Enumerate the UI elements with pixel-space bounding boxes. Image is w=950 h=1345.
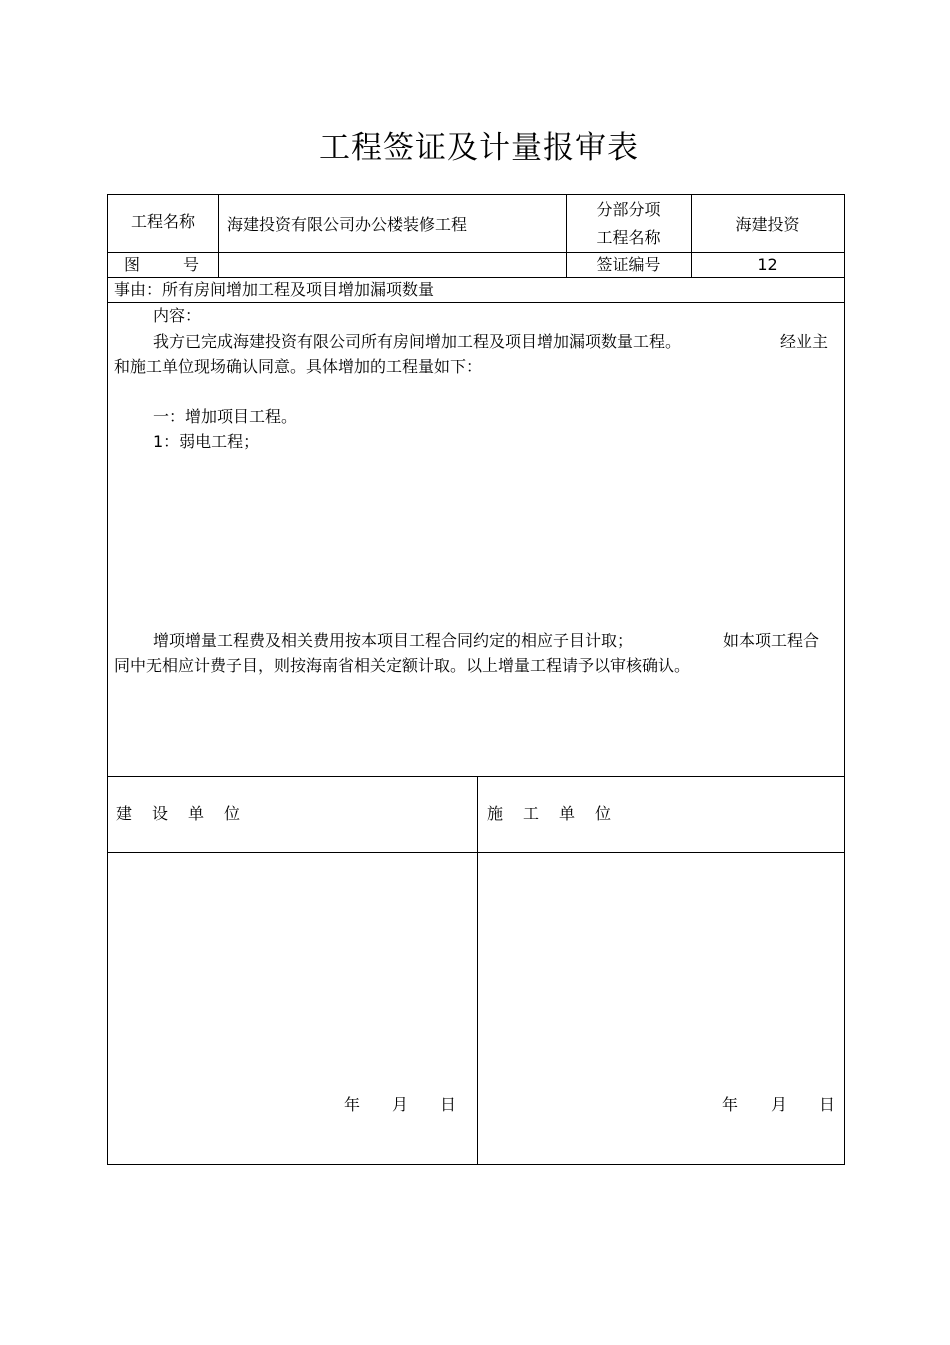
contractor-date-month: 月 <box>771 1095 788 1114</box>
content-paragraph-1-line-2: 和施工单位现场确认同意。具体增加的工程量如下： <box>114 357 483 376</box>
content-paragraph-1-line-1: 我方已完成海建投资有限公司所有房间增加工程及项目增加漏项数量工程。 <box>153 332 682 351</box>
item-heading: 一：增加项目工程。 <box>153 407 298 426</box>
visa-no-label: 签证编号 <box>596 255 661 274</box>
sub-item-value: 海建投资 <box>735 215 800 234</box>
page-title: 工程签证及计量报审表 <box>319 130 639 166</box>
subject-line: 事由：所有房间增加工程及项目增加漏项数量 <box>114 280 435 299</box>
sub-item-label-line2: 工程名称 <box>596 228 661 247</box>
content-paragraph-1-line-1-tail: 经业主 <box>780 332 829 351</box>
drawing-no-label-char2: 号 <box>183 255 200 274</box>
content-paragraph-2-line-2: 同中无相应计费子目，则按海南省相关定额计取。以上增量工程请予以审核确认。 <box>114 656 691 675</box>
row-divider <box>108 302 844 303</box>
row-divider <box>108 852 844 853</box>
drawing-no-label-char1: 图 <box>124 255 141 274</box>
project-name-label: 工程名称 <box>130 212 195 231</box>
content-paragraph-2-line-1: 增项增量工程费及相关费用按本项目工程合同约定的相应子目计取； <box>153 631 634 650</box>
content-label: 内容： <box>153 306 202 325</box>
row-divider <box>108 776 844 777</box>
item-1: 1：弱电工程； <box>153 432 260 451</box>
column-divider <box>477 776 478 1165</box>
project-name-value: 海建投资有限公司办公楼装修工程 <box>227 215 468 234</box>
owner-date-day: 日 <box>440 1095 457 1114</box>
content-paragraph-2-line-1-tail: 如本项工程合 <box>723 631 820 650</box>
contractor-date-year: 年 <box>722 1095 739 1114</box>
contractor-unit-label: 施 工 单 位 <box>487 804 614 823</box>
column-divider <box>218 195 219 277</box>
visa-no-value: 12 <box>757 255 778 274</box>
sub-item-label-line1: 分部分项 <box>596 200 661 219</box>
form-table <box>107 194 845 1165</box>
owner-unit-label: 建 设 单 位 <box>116 804 243 823</box>
owner-date-year: 年 <box>344 1095 361 1114</box>
owner-date-month: 月 <box>392 1095 409 1114</box>
contractor-date-day: 日 <box>819 1095 836 1114</box>
